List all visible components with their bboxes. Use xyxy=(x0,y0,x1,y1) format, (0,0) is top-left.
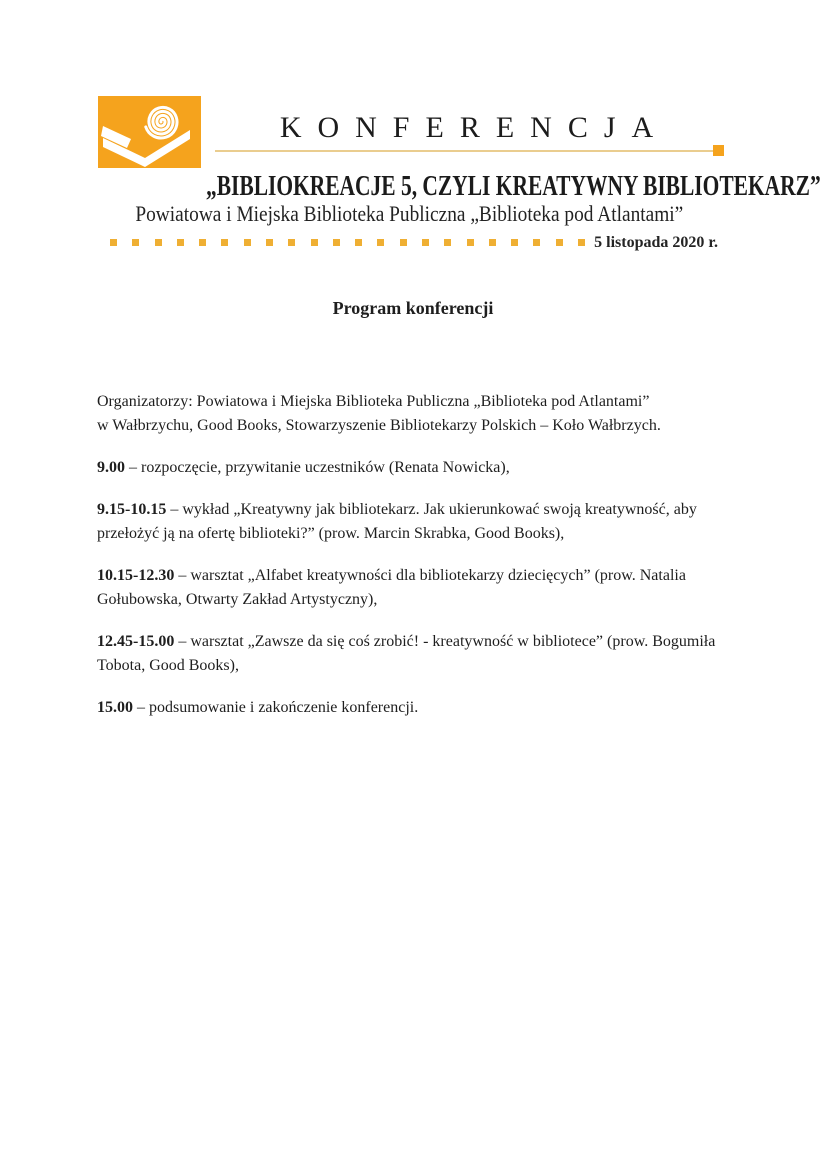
schedule-item xyxy=(97,696,729,720)
schedule-text: – podsumowanie i zakończenie konferencji. xyxy=(133,699,419,716)
schedule-time: 15.00 xyxy=(97,699,133,716)
orange-dot xyxy=(444,239,451,246)
schedule-item xyxy=(97,456,729,480)
dot-row xyxy=(110,239,585,246)
wordmark-block xyxy=(201,96,718,152)
conference-title: „BIBLIOKREACJE 5, CZYLI KREATYWNY BIBLIOTEKARZ” xyxy=(205,170,821,202)
orange-dot xyxy=(333,239,340,246)
rule-end-square xyxy=(713,145,724,156)
orange-dot xyxy=(132,239,139,246)
orange-dot xyxy=(221,239,228,246)
orange-dot xyxy=(377,239,384,246)
schedule-text: – warsztat „Alfabet kreatywności dla bibliotekarzy dziecięcych” (prow. Natalia Gołubowska, Otwarty Zakład Artystyczny), xyxy=(97,567,686,608)
schedule-text: – wykład „Kreatywny jak bibliotekarz. Jak ukierunkować swoją kreatywność, aby przełożyć ją na ofertę biblioteki?” (prow. Marcin Skrabka, Good Books), xyxy=(97,501,697,542)
organizers-line: Organizatorzy: Powiatowa i Miejska Biblioteka Publiczna „Biblioteka pod Atlantami” xyxy=(97,393,650,410)
schedule-item xyxy=(97,498,729,546)
schedule-text: – rozpoczęcie, przywitanie uczestników (Renata Nowicka), xyxy=(125,459,510,476)
orange-dot xyxy=(155,239,162,246)
conference-subtitle: Powiatowa i Miejska Biblioteka Publiczna „Biblioteka pod Atlantami” xyxy=(135,201,684,227)
schedule-time: 9.15-10.15 xyxy=(97,501,167,518)
orange-dot xyxy=(533,239,540,246)
orange-dot xyxy=(199,239,206,246)
orange-dot xyxy=(556,239,563,246)
organizers-line: w Wałbrzychu, Good Books, Stowarzyszenie Bibliotekarzy Polskich – Koło Wałbrzych. xyxy=(97,417,661,434)
orange-dot xyxy=(422,239,429,246)
library-logo xyxy=(98,96,201,168)
orange-dot xyxy=(311,239,318,246)
header-top xyxy=(98,96,718,168)
header-rule xyxy=(215,150,718,152)
open-book-spiral-icon xyxy=(98,96,201,168)
conference-date: 5 listopada 2020 r. xyxy=(594,233,718,251)
orange-dot xyxy=(578,239,585,246)
conference-wordmark: KONFERENCJA xyxy=(279,111,670,144)
program-heading: Program konferencji xyxy=(332,298,494,318)
orange-dot xyxy=(110,239,117,246)
orange-dot xyxy=(177,239,184,246)
orange-dot xyxy=(266,239,273,246)
organizers-paragraph xyxy=(97,390,729,438)
orange-dot xyxy=(467,239,474,246)
schedule-time: 9.00 xyxy=(97,459,125,476)
orange-dot xyxy=(489,239,496,246)
orange-dot xyxy=(244,239,251,246)
program-content xyxy=(97,296,729,720)
header xyxy=(98,96,821,252)
orange-dot xyxy=(511,239,518,246)
schedule-item xyxy=(97,564,729,612)
orange-dot xyxy=(400,239,407,246)
schedule-item xyxy=(97,630,729,678)
schedule-time: 12.45-15.00 xyxy=(97,633,175,650)
dots-date-row xyxy=(98,234,718,252)
schedule-time: 10.15-12.30 xyxy=(97,567,175,584)
orange-dot xyxy=(288,239,295,246)
schedule-text: – warsztat „Zawsze da się coś zrobić! - kreatywność w bibliotece” (prow. Bogumiła Tobota, Good Books), xyxy=(97,633,716,674)
orange-dot xyxy=(355,239,362,246)
